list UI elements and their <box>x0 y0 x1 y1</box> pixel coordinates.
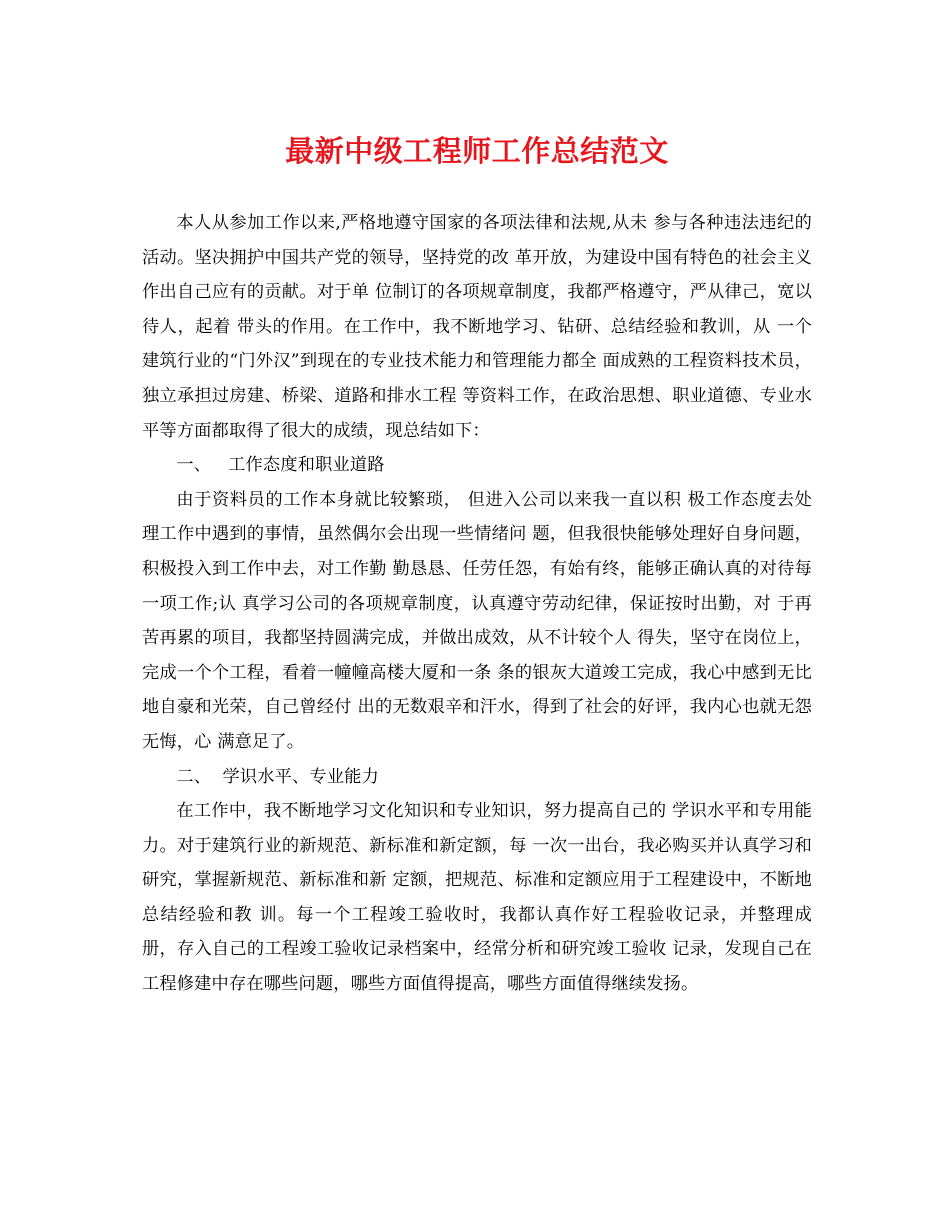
document-body <box>142 206 812 1002</box>
section-heading-knowledge: 二、 学识水平、专业能力 <box>176 766 379 787</box>
paragraph-knowledge: 在工作中，我不断地学习文化知识和专业知识，努力提高自己的 学识水平和专用能力。对于建筑行业的新规范、新标准和新定额，每 一次一出台，我必购买并认真学习和研究，掌握新规范、新标准和新 定额，把规范、标准和定额应用于工程建设中，不断地总结经验和教 训。每一个工程竣工验收时，我都认真作好工程验收记录，并整理成 册，存入自己的工程竣工验收记录档案中，经常分析和研究竣工验收 记录，发现自己在工程修建中存在哪些问题，哪些方面值得提高，哪些方面值得继续发扬。 <box>142 801 812 995</box>
paragraph-work-attitude: 由于资料员的工作本身就比较繁琐， 但进入公司以来我一直以积 极工作态度去处理工作中遇到的事情，虽然偶尔会出现一些情绪问 题，但我很快能够处理好自身问题，积极投入到工作中去，对工作勤 勤恳恳、任劳任怨，有始有终，能够正确认真的对待每一项工作;认 真学习公司的各项规章制度，认真遵守劳动纪律，保证按时出勤，对 于再苦再累的项目，我都坚持圆满完成，并做出成效，从不计较个人 得失，坚守在岗位上，完成一个个工程，看着一幢幢高楼大厦和一条 条的银灰大道竣工完成，我心中感到无比地自豪和光荣，自己曾经付 出的无数艰辛和汗水，得到了社会的好评，我内心也就无怨无悔，心 满意足了。 <box>142 489 812 752</box>
section-heading-work-attitude: 一、 工作态度和职业道路 <box>176 455 385 476</box>
document-title: 最新中级工程师工作总结范文 <box>285 134 669 168</box>
paragraph-intro: 本人从参加工作以来,严格地遵守国家的各项法律和法规,从未 参与各种违法违纪的活动。坚决拥护中国共产党的领导，坚持党的改 革开放，为建设中国有特色的社会主义作出自己应有的贡献。对于单 位制订的各项规章制度，我都严格遵守，严从律己，宽以待人，起着 带头的作用。在工作中，我不断地学习、钻研、总结经验和教训，从 一个建筑行业的“门外汉”到现在的专业技术能力和管理能力都全 面成熟的工程资料技术员，独立承担过房建、桥梁、道路和排水工程 等资料工作，在政治思想、职业道德、专业水平等方面都取得了很大的成绩，现总结如下： <box>142 213 812 441</box>
